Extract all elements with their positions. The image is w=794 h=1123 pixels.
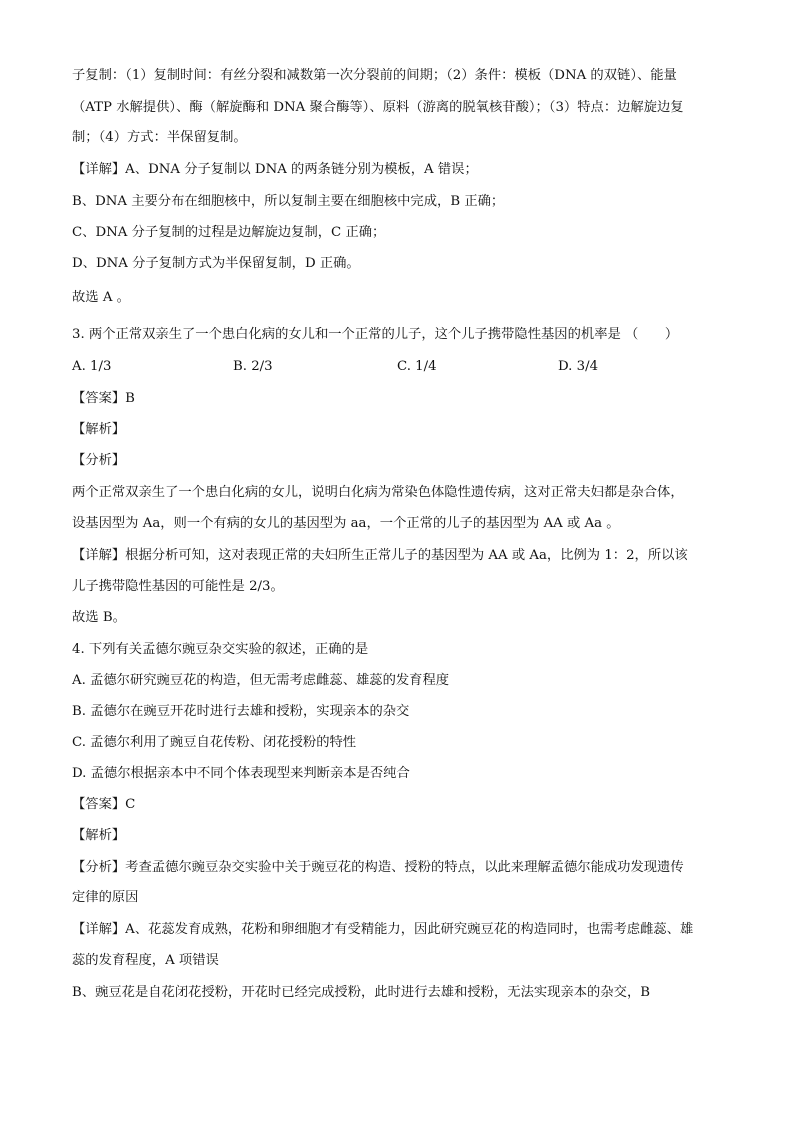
option-b: B. 2/3 <box>233 359 273 374</box>
text-line: 两个正常双亲生了一个患白化病的女儿，说明白化病为常染色体隐性遗传病，这对正常夫妇都是杂合体， <box>72 485 684 500</box>
option-d: D. 孟德尔根据亲本中不同个体表现型来判断亲本是否纯合 <box>72 766 410 781</box>
text-line: 【分析】考查孟德尔豌豆杂交实验中关于豌豆花的构造、授粉的特点，以此来理解孟德尔能成功发现遗传 <box>72 860 684 875</box>
text-line: 【详解】根据分析可知，这对表现正常的夫妇所生正常儿子的基因型为 AA 或 Aa，比例为 1：2，所以该 <box>72 548 688 563</box>
analysis-label: 【解析】 <box>72 828 126 843</box>
text-line: 子复制：（1）复制时间：有丝分裂和减数第一次分裂前的间期；（2）条件：模板（DNA 的双链）、能量 <box>72 68 677 83</box>
question-4: 4. 下列有关孟德尔豌豆杂交实验的叙述，正确的是 <box>72 642 369 657</box>
text-line: 儿子携带隐性基因的可能性是 2/3。 <box>72 579 284 594</box>
text-line: （ATP 水解提供）、酶（解旋酶和 DNA 聚合酶等）、原料（游离的脱氧核苷酸）；（3）特点：边解旋边复 <box>72 100 684 115</box>
text-line: 【详解】A、花蕊发育成熟，花粉和卵细胞才有受精能力，因此研究豌豆花的构造同时，也需考虑雌蕊、雄 <box>72 922 694 937</box>
question-3-options <box>72 357 732 377</box>
option-b: B. 孟德尔在豌豆开花时进行去雄和授粉，实现亲本的杂交 <box>72 704 410 719</box>
text-line: 【详解】A、DNA 分子复制以 DNA 的两条链分别为模板，A 错误； <box>72 162 478 177</box>
option-c: C. 1/4 <box>397 359 437 374</box>
analysis-label: 【解析】 <box>72 422 126 437</box>
text-line: B、豌豆花是自花闭花授粉，开花时已经完成授粉，此时进行去雄和授粉，无法实现亲本的杂交，B <box>72 985 651 1000</box>
fenxi-label: 【分析】 <box>72 453 126 468</box>
text-line: B、DNA 主要分布在细胞核中，所以复制主要在细胞核中完成，B 正确； <box>72 194 505 209</box>
option-c: C. 孟德尔利用了豌豆自花传粉、闭花授粉的特性 <box>72 735 357 750</box>
text-line: 定律的原因 <box>72 890 139 905</box>
option-d: D. 3/4 <box>558 359 599 374</box>
text-line: 故选 A 。 <box>72 290 130 305</box>
text-line: C、DNA 分子复制的过程是边解旋边复制，C 正确； <box>72 225 386 240</box>
text-line: 蕊的发育程度，A 项错误 <box>72 953 219 968</box>
text-line: 制；（4）方式：半保留复制。 <box>72 130 247 145</box>
question-3: 3. 两个正常双亲生了一个患白化病的女儿和一个正常的儿子，这个儿子携带隐性基因的机率是 （ ） <box>72 327 679 342</box>
option-a: A. 1/3 <box>72 359 112 374</box>
text-line: 设基因型为 Aa，则一个有病的女儿的基因型为 aa，一个正常的儿子的基因型为 AA 或 Aa 。 <box>72 516 620 531</box>
text-line: D、DNA 分子复制方式为半保留复制，D 正确。 <box>72 256 360 271</box>
option-a: A. 孟德尔研究豌豆花的构造，但无需考虑雌蕊、雄蕊的发育程度 <box>72 673 450 688</box>
answer-label: 【答案】C <box>72 797 136 812</box>
answer-label: 【答案】B <box>72 391 135 406</box>
text-line: 故选 B。 <box>72 610 126 625</box>
